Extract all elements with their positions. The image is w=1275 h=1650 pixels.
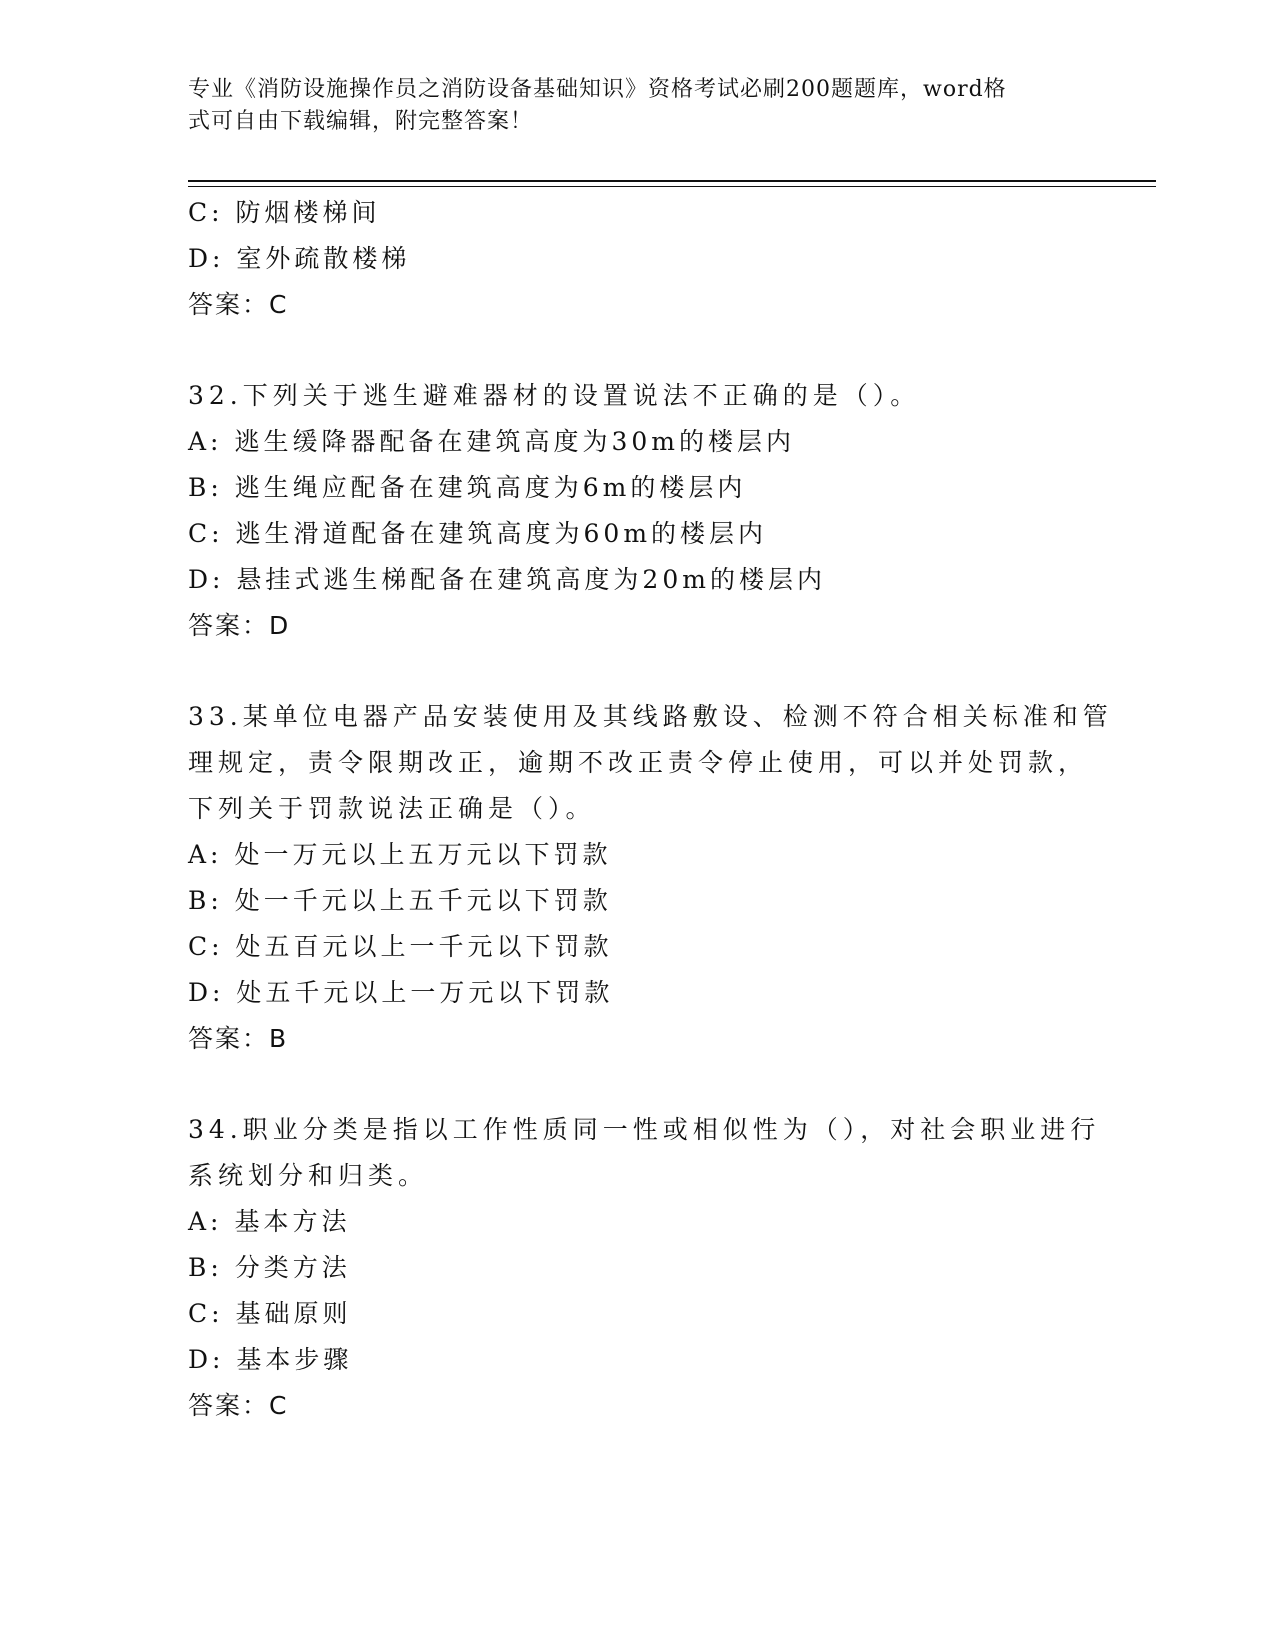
question-stem-line-3: 下列关于罚款说法正确是（）。	[188, 794, 596, 823]
option-d: D: 处五千元以上一万元以下罚款	[188, 978, 614, 1007]
question-34	[188, 1107, 1101, 1429]
option-c: C: 逃生滑道配备在建筑高度为60m的楼层内	[188, 519, 768, 548]
option-c: C: 基础原则	[188, 1299, 352, 1328]
option-a: A: 基本方法	[188, 1207, 351, 1236]
option-a: A: 逃生缓降器配备在建筑高度为30m的楼层内	[188, 427, 795, 456]
question-32	[188, 373, 1088, 649]
header-divider-thick	[188, 180, 1156, 182]
question-stem: 32.下列关于逃生避难器材的设置说法不正确的是（）。	[188, 381, 921, 410]
option-b: B: 逃生绳应配备在建筑高度为6m的楼层内	[188, 473, 747, 502]
header-line-2: 式可自由下载编辑，附完整答案！	[188, 109, 534, 134]
question-stem-line-2: 系统划分和归类。	[188, 1161, 429, 1190]
page-header	[188, 74, 1068, 138]
option-d: D: 基本步骤	[188, 1345, 353, 1374]
answer-line: 答案：B	[188, 1024, 289, 1053]
option-a: A: 处一万元以上五万元以下罚款	[188, 840, 612, 869]
option-d: D: 悬挂式逃生梯配备在建筑高度为20m的楼层内	[188, 565, 826, 594]
continued-question	[188, 190, 1088, 328]
header-line-1: 专业《消防设施操作员之消防设备基础知识》资格考试必刷200题题库，word格	[188, 77, 1007, 102]
option-b: B: 分类方法	[188, 1253, 351, 1282]
option-b: B: 处一千元以上五千元以下罚款	[188, 886, 612, 915]
option-d: D: 室外疏散楼梯	[188, 244, 411, 273]
option-c: C: 处五百元以上一千元以下罚款	[188, 932, 613, 961]
question-stem-line-1: 34.职业分类是指以工作性质同一性或相似性为（），对社会职业进行	[188, 1115, 1101, 1144]
question-stem-line-2: 理规定，责令限期改正，逾期不改正责令停止使用，可以并处罚款，	[188, 748, 1089, 777]
answer-line: 答案：C	[188, 1391, 289, 1420]
question-33	[188, 694, 1113, 1062]
answer-line: 答案：C	[188, 290, 289, 319]
document-body	[188, 190, 1113, 1429]
option-c: C: 防烟楼梯间	[188, 198, 381, 227]
header-divider-thin	[188, 186, 1156, 187]
question-stem-line-1: 33.某单位电器产品安装使用及其线路敷设、检测不符合相关标准和管	[188, 702, 1113, 731]
answer-line: 答案：D	[188, 611, 291, 640]
